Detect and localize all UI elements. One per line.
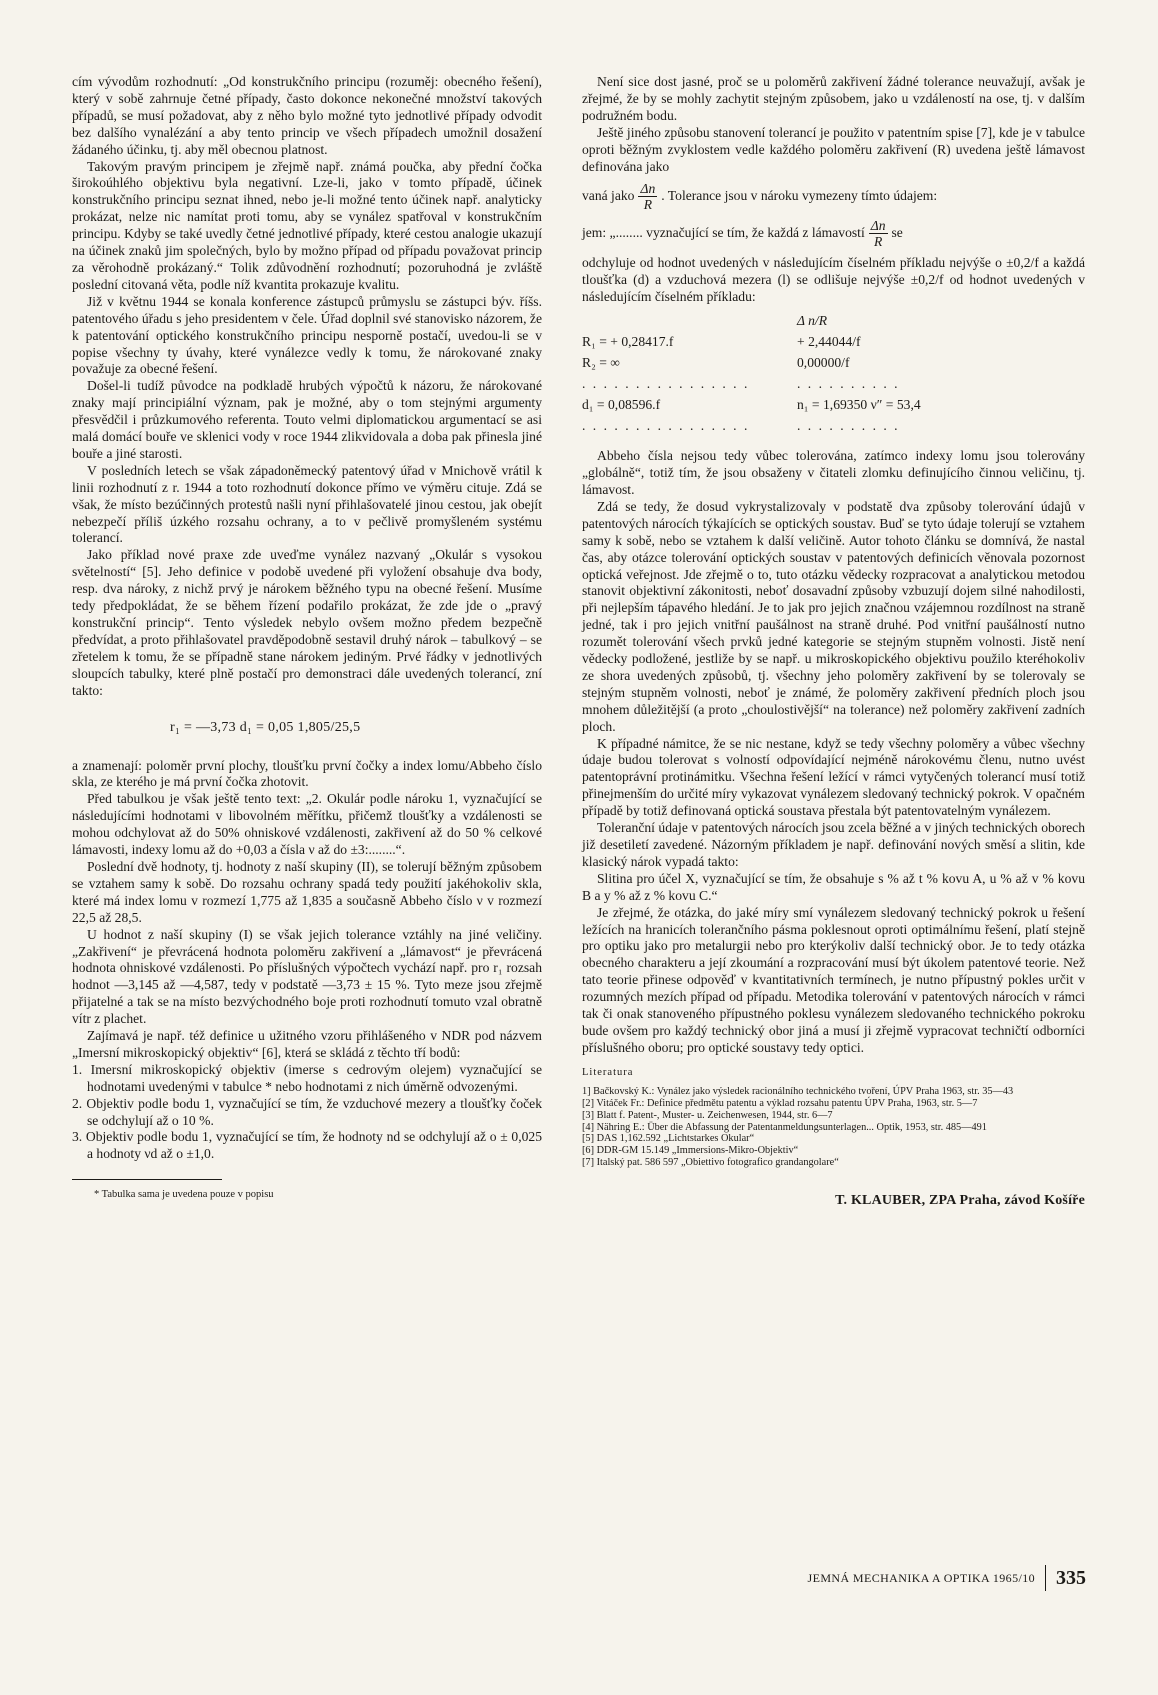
- math-cell: . . . . . . . . . .: [797, 418, 900, 434]
- fraction-text: se: [891, 225, 903, 241]
- formula-line: r₁ = —3,73 d₁ = 0,05 1,805/25,5: [170, 719, 361, 735]
- page-footer: [808, 1565, 1086, 1591]
- reference-item: 1] Bačkovský K.: Vynález jako výsledek racionálního technického tvoření, ÚPV Praha 1963, str. 35—43: [582, 1085, 1014, 1097]
- fraction-line: [582, 181, 1085, 212]
- paragraph: V posledních letech se však západoněmecký patentový úřad v Mnichově vrátil k linii rozhodnutí z r. 1944 a toto rozhodnutí dokonce přímo ve výměru cituje. Zdá se však, že místo bezúčinných protestů našli nyní přihlašovatelé jinou cestou, jak obejít nebezpečí příliš úzkého rozsahu ochrany, a to v pečlivě promyšleném systému tolerancí.: [72, 462, 542, 546]
- paragraph: Je zřejmé, že otázka, do jaké míry smí vynálezem sledovaný technický pokrok u řešení ležících na hranicích tolerančního pásma poklesnout oproti optimálnímu řešení, platí stejně pro optiku jako pro metalurgii nebo pro kterýkoliv další technický obor. Je to tedy otázka obecného charakteru a její zkoumání a rozpracování musí být úkolem patentové teorie. Než tato teorie přinese odpověď v kvantitativních termínech, je nutno přípustný pokles určit v rozumných mezích případ od případu. Metodika tolerování v patentových nárocích v rámci tak či onak stanoveného přípustného poklesu vynálezem sledovaného technického pokroku bude ovšem pro každý technický obor jiná a musí ji zřejmě vypracovat techničtí odborníci příslušného oboru; pro optické soustavy tedy optici.: [582, 904, 1085, 1055]
- math-cell: n₁ = 1,69350 ν″ = 53,4: [797, 397, 921, 413]
- paragraph: Slitina pro účel X, vyznačující se tím, že obsahuje s % až t % kovu A, u % až v % kovu B a y % až z % kovu C.“: [582, 870, 1085, 903]
- math-row: [582, 373, 1085, 394]
- paragraph: Již v květnu 1944 se konala konference zástupců průmyslu se zástupci býv. říšs. patentového úřadu s jeho presidentem v čele. Úřad doplnil své stanovisko názorem, že k patentování optického konstrukčního principu nesporně postačí, uvedou-li se v popise všechny ty úvahy, které vynálezce vedly k tomu, že nárokované znaky považuje za obecné řešení.: [72, 293, 542, 377]
- reference-list: [582, 1086, 1085, 1169]
- list-item: 2. Objektiv podle bodu 1, vyznačující se tím, že vzduchové mezery a tloušťky čoček se odchylují až o 10 %.: [72, 1095, 542, 1128]
- reference-item: [2] Vitáček Fr.: Definice předmětu patentu a výklad rozsahu patentu ÚPV Praha, 1963, str. 5—7: [582, 1097, 978, 1109]
- paragraph: Poslední dvě hodnoty, tj. hodnoty z naší skupiny (II), se tolerují běžným způsobem se vztahem samy k sobě. Do rozsahu ochrany spadá tedy použití jakéhokoliv skla, které má index lomu v rozmezí 1,775 až 1,835 a současně Abbeho číslo ν v rozmezí 22,5 až 28,5.: [72, 858, 542, 925]
- list-item: 1. Imersní mikroskopický objektiv (imerse s cedrovým olejem) vyznačující se hodnotami uvedenými v tabulce * nebo hodnotami z nich úměrně odvozenými.: [72, 1061, 542, 1094]
- list-item: 3. Objektiv podle bodu 1, vyznačující se tím, že hodnoty nd se odchylují až o ± 0,025 a hodnoty νd až o ±1,0.: [72, 1129, 542, 1162]
- paragraph: Jako příklad nové praxe zde uveďme vynález nazvaný „Okulár s vysokou světelností“ [5]. Jeho definice v podobě uvedené při vyložení obsahuje dva body, resp. dva nároky, z nichž prvý je nárokem běžného typu na obecné řešení. Musíme tedy předpokládat, že se během řízení podařilo prokázat, že zde jde o „pravý konstrukční princip“. Tento výsledek nebylo ovšem možno předem bezpečně předvídat, a proto přihlašovatel pravděpodobně sestavil druhý nárok – tabulkový – se zřetelem k tomu, že se případně stane nárokem jediným. Prvé řádky v jednotlivých sloupcích tabulky, které plně postačí pro demonstraci dále uvedených tolerancí, zní takto:: [72, 547, 542, 698]
- math-header: Δ n/R: [797, 313, 828, 329]
- fraction-numerator: Δn: [870, 218, 886, 234]
- fraction-numerator: Δn: [640, 181, 656, 197]
- literature-heading: Literatura: [582, 1066, 634, 1078]
- reference-item: [7] Italský pat. 586 597 „Obiettivo fotografico grandangolare“: [582, 1157, 839, 1169]
- paragraph: Takovým pravým principem je zřejmě např. známá poučka, aby přední čočka širokoúhlého objektivu byla negativní. Lze-li, jako v tomto případě, účinek konstrukčního principu seznat ihned, nebo je-li možné tento účinek např. analyticky prokázat, nelze nic namítat proti tomu, aby se vynález spatřoval v konstrukčním principu. Kdyby se také uvedly četné jednotlivé případy, které cestou analogie ukazují na účinek znaků jim společných, bylo by možno případ od případu považovat princip za věrohodně prokázaný.“ Tolik zdůvodnění rozhodnutí; pozoruhodná je zvláště poslední citovaná věta, podle níž kvantita prokazuje kvalitu.: [72, 158, 542, 292]
- paragraph: Zdá se tedy, že dosud vykrystalizovaly v podstatě dva způsoby tolerování údajů v patentových nárocích týkajících se optických soustav. Buď se tyto údaje tolerují se vztahem samy k sobě, nebo se vztahem k další veličině. Autor tohoto článku se domnívá, že nastal čas, aby otázce tolerování optických soustav v patentových definicích věnovala pozornost optická veřejnost. Jde zřejmě o to, tuto otázku vědecky rozpracovat a analytickou metodou stanovit objektivní zákonitosti, neboť dosavadní způsoby vzbuzují dojem silné nahodilosti, při nejlepším tápavého hledání. Je to jak pro jejich značnou vzájemnou rozdílnost na straně jedné, tak i pro jejich vnitřní paušálnost na straně druhé. Pod vnitřní paušálností nutno rozumět tolerování všech prvků jedné kategorie se stejným stupněm volnosti. Jistě není vědecky podložené, jestliže by se např. u mikroskopického objektivu použilo kteréhokoliv ze shora uvedených způsobů, tj. všechny jeho poloměry zakřivení by se tolerovaly se stejným stupněm volnosti, neboť je známé, že poloměry zakřivení předních ploch jsou mnohem důležitější (a proto „choulostivější“ na tolerance) než poloměry zakřivení zadních ploch.: [582, 498, 1085, 734]
- page-number: 335: [1056, 1566, 1086, 1589]
- math-row: [582, 394, 1085, 415]
- author-signature: T. KLAUBER, ZPA Praha, závod Košíře: [835, 1193, 1085, 1209]
- journal-name: JEMNÁ MECHANIKA A OPTIKA 1965/10: [807, 1570, 1035, 1585]
- right-column: [582, 74, 1085, 1209]
- math-cell: . . . . . . . . . .: [797, 376, 900, 392]
- paragraph: Zajímavá je např. též definice u užitného vzoru přihlášeného v NDR pod názvem „Imersní mikroskopický objektiv“ [6], která se skládá z těchto tří bodů:: [72, 1028, 542, 1060]
- paragraph: Ještě jiného způsobu stanovení tolerancí je použito v patentním spise [7], kde je v tabulce oproti běžným zvyklostem vedle každého poloměru zakřivení (R) uvedena ještě lámavost definována jako: [582, 124, 1085, 174]
- paragraph: a znamenají: poloměr první plochy, tloušťku první čočky a index lomu/Abbeho číslo skla, ze kterého je má první čočka zhotovit.: [72, 757, 542, 790]
- reference-item: [5] DAS 1,162.592 „Lichtstarkes Okular“: [582, 1133, 755, 1145]
- math-cell: . . . . . . . . . . . . . . . .: [582, 418, 750, 434]
- fraction-text: vaná jako: [582, 188, 635, 204]
- reference-item: [6] DDR-GM 15.149 „Immersions-Mikro-Objektiv“: [582, 1145, 799, 1157]
- math-cell: R₁ = + 0,28417.f: [582, 334, 674, 350]
- paragraph: Před tabulkou je však ještě tento text: „2. Okulár podle nároku 1, vyznačující se následujícími hodnotami v libovolném měřítku, přičemž tloušťky a vzdálenosti se mohou odchylovat až do 50% ohniskové vzdálenosti, zakřivení až do 50 % celkové lámavosti, indexy lomu až do +0,03 a čísla ν až do ±3:........“.: [72, 791, 542, 858]
- math-cell: . . . . . . . . . . . . . . . .: [582, 376, 750, 392]
- paragraph: K případné námitce, že se nic nestane, když se tedy všechny poloměry a vůbec všechny údaje budou tolerovat s volností odpovídající nejméně nárokovému členu, nutno uvést patentoprávní protinámitku. Všechna řešení ležící v rámci vytyčených tolerancí musí totiž přinejmenším do určité míry vykazovat vynálezem sledovaný technický pokrok. V opačném případě by totiž definovaná optická soustava přestala být patentovatelným vynálezem.: [582, 735, 1085, 819]
- fraction-text: jem: „........ vyznačující se tím, že každá z lámavostí: [582, 225, 865, 241]
- paragraph: odchyluje od hodnot uvedených v následujícím číselném příkladu nejvýše o ±0,2/f a každá tloušťka (d) a vzduchová mezera (l) se odlišuje nejvýše ±0,2/f od hodnot uvedených v následujícím číselném příkladu:: [582, 255, 1085, 305]
- fraction-line: [582, 218, 1085, 249]
- paragraph: Došel-li tudíž původce na podkladě hrubých výpočtů k názoru, že nárokované znaky mají principiální význam, pak je možné, aby o tom stejnými argumenty přesvědčil i průzkumového referenta. Touto velmi diplomatickou argumentací se asi malá domácí bouře ve sklenici vody v roce 1944 zlikvidovala a doba pak přinesla jiné bouře a jiné starosti.: [72, 378, 542, 461]
- footer-divider: [1045, 1565, 1046, 1591]
- fraction-denominator: R: [643, 197, 653, 213]
- fraction-text: . Tolerance jsou v nároku vymezeny tímto údajem:: [661, 188, 938, 204]
- left-column: [72, 74, 542, 1201]
- math-cell: d₁ = 0,08596.f: [582, 397, 661, 413]
- math-cell: R₂ = ∞: [582, 355, 620, 371]
- math-cell: + 2,44044/f: [797, 334, 861, 350]
- paragraph: Není sice dost jasné, proč se u poloměrů zakřivení žádné tolerance neuvažují, avšak je zřejmé, že by se mohly zachytit stejným způsobem, jako u vzdáleností na ose, tj. v dalším podružném bodu.: [582, 74, 1085, 123]
- math-cell: 0,00000/f: [797, 355, 850, 371]
- numeric-example: [582, 310, 1085, 436]
- reference-item: [3] Blatt f. Patent-, Muster- u. Zeichenwesen, 1944, str. 6—7: [582, 1109, 833, 1121]
- footnote-separator: [72, 1179, 222, 1180]
- fraction: [869, 218, 888, 249]
- math-row: [582, 352, 1085, 373]
- math-row: [582, 331, 1085, 352]
- footnote: * Tabulka sama je uvedena pouze v popisu: [94, 1189, 274, 1201]
- reference-item: [4] Nähring E.: Über die Abfassung der Patentanmeldungsunterlagen... Optik, 1953, str. 485—491: [582, 1121, 987, 1133]
- paragraph: Toleranční údaje v patentových nárocích jsou zcela běžné a v jiných technických oborech již desetiletí zavedené. Názorným příkladem je např. definování nových směsí a slitin, kde klasický nárok vypadá takto:: [582, 820, 1085, 869]
- paragraph: cím vývodům rozhodnutí: „Od konstrukčního principu (rozuměj: obecného řešení), který v sobě zahrnuje četné případy, často dokonce nekonečné množství takových případů, se musí požadovat, aby z něho bylo možné tyto jednotlivé případy odvodit bez dalšího vynalézání a aby tento princip ve všech případech umožnil dosažení žádaného účinku, tj. aby měl obecnou platnost.: [72, 74, 542, 157]
- fraction: [638, 181, 657, 212]
- fraction-denominator: R: [873, 234, 883, 250]
- paragraph: Abbeho čísla nejsou tedy vůbec tolerována, zatímco indexy lomu jsou tolerovány „globálně“, totiž tím, že jsou obsaženy v čitateli zlomku definujícího činnou veličinu, tj. lámavost.: [582, 448, 1085, 497]
- claims-list: [72, 1062, 542, 1163]
- paragraph: U hodnot z naší skupiny (I) se však jejich tolerance vztáhly na jiné veličiny. „Zakřivení“ je převrácená hodnota poloměru zakřivení a „lámavost“ je převrácená hodnota ohniskové vzdálenosti. Po příslušných výpočtech vychází např. pro r₁ rozsah hodnot —3,145 až —4,587, tedy v podstatě —3,73 ± 15 %. Tyto meze jsou zřejmě přijatelné a tak se na místo bezvýchodného boje proti rozhodnutí tomuto vzal obratně vítr z plachet.: [72, 926, 542, 1027]
- math-row: [582, 415, 1085, 436]
